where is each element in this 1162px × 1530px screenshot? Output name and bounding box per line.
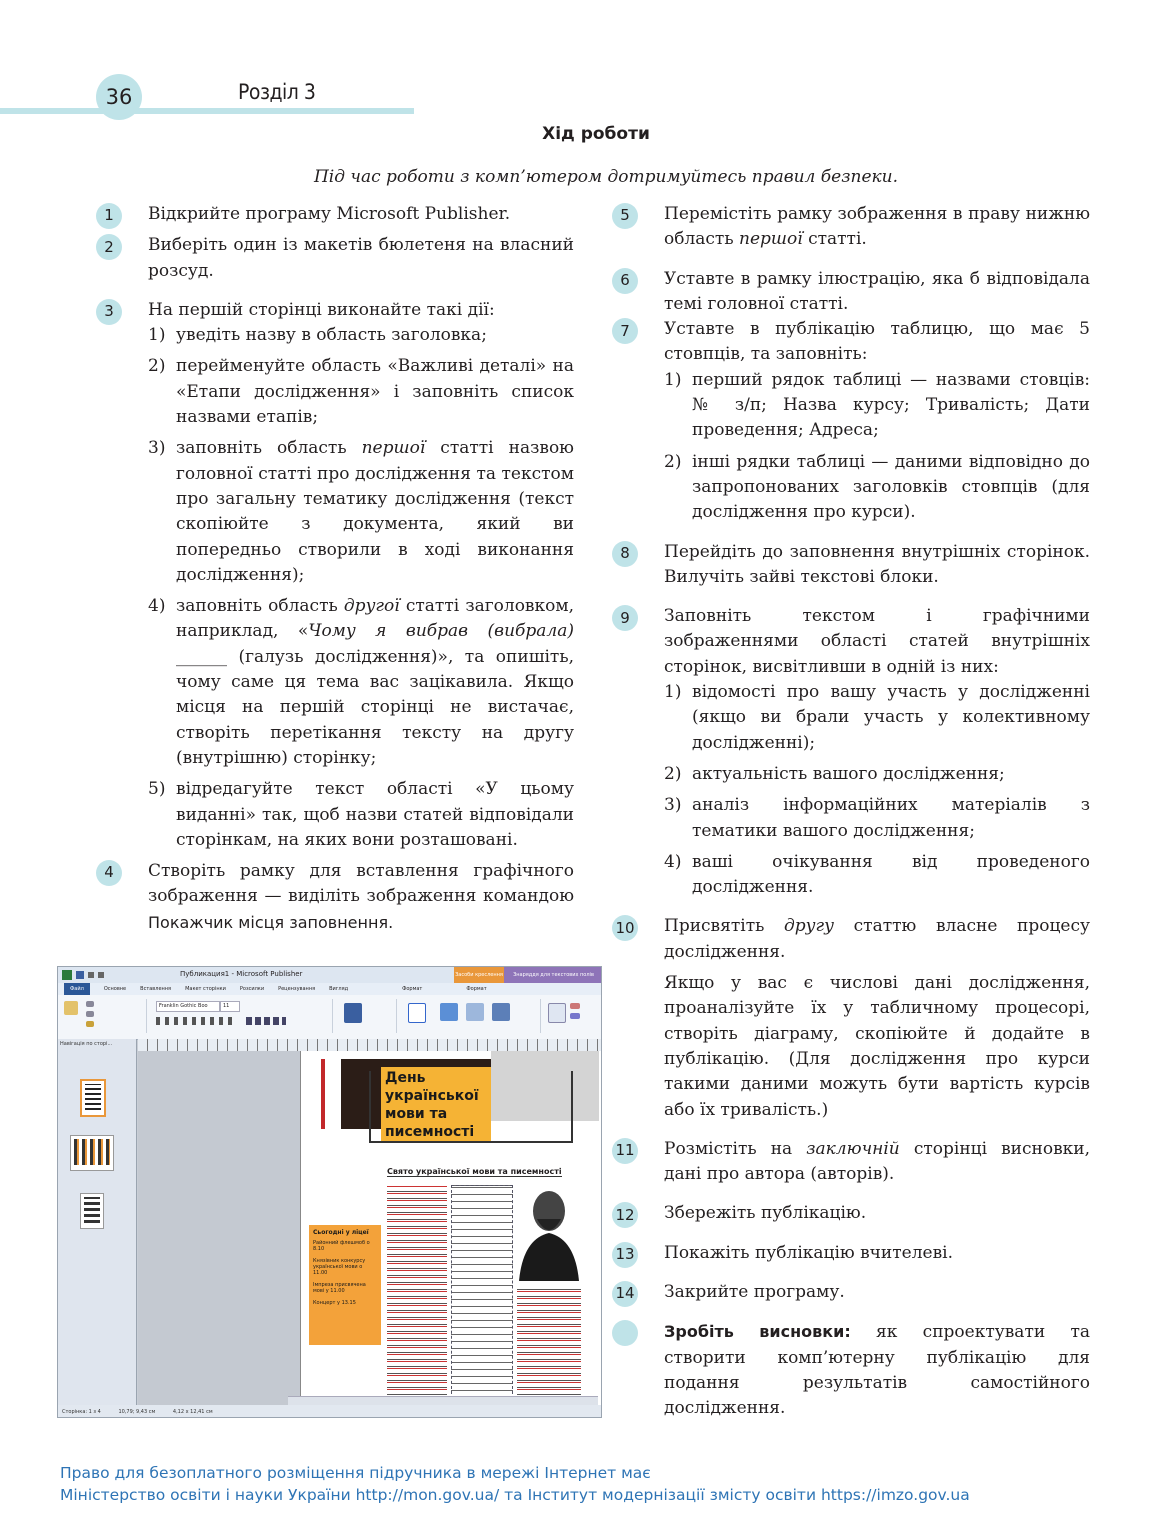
- step-7: [612, 317, 1090, 525]
- ribbon-group-arrange: [544, 999, 600, 1033]
- step-3: [96, 298, 574, 853]
- substep-number: 2): [148, 356, 166, 377]
- bring-forward-icon[interactable]: [570, 1003, 580, 1009]
- substep-emphasis: першої: [361, 438, 426, 459]
- ribbon-group-objects: [400, 999, 541, 1033]
- page-thumbnail-1[interactable]: [80, 1079, 106, 1117]
- tab-page-design[interactable]: Макет сторінки: [185, 986, 226, 992]
- step-text: Відкрийте програму Microsoft Publisher.: [148, 204, 511, 224]
- substep: [664, 680, 1090, 756]
- substep-text: ваші очікування від проведеного дослідження.: [692, 851, 1090, 898]
- styles-icon[interactable]: [344, 1003, 362, 1023]
- step-emphasis: другу: [784, 916, 834, 937]
- format-painter-icon[interactable]: [86, 1021, 94, 1027]
- work-title: Хід роботи: [542, 124, 650, 144]
- substep-number: 3): [664, 795, 682, 816]
- step-text: Перемістіть рамку зображення в праву нижню область: [664, 204, 1090, 250]
- context-tab-textbox[interactable]: Знаряддя для текстових полів: [504, 967, 602, 983]
- shapes-icon[interactable]: [492, 1003, 510, 1021]
- step-text: Заповніть текстом і графічними зображеннями області статей внутрішніх сторінок, висвітливши в одній із них:: [664, 606, 1090, 677]
- step-badge: 5: [612, 203, 638, 229]
- step-badge: 7: [612, 318, 638, 344]
- article-title: Свято української мови та писемності: [387, 1167, 562, 1176]
- draw-textbox-icon[interactable]: [408, 1003, 426, 1023]
- step-text: Присвятіть: [664, 916, 785, 937]
- substep-text: інші рядки таблиці — даними відповідно до запропонованих заголовків стовпців (для дослідження про курси).: [692, 451, 1090, 523]
- step-text: Створіть рамку для вставлення графічного зображення — виділіть зображення командою: [148, 861, 574, 907]
- step-text: Уставте в публікацію таблицю, що має 5 стовпців, та заповніть:: [664, 319, 1090, 365]
- step-emphasis: першої: [739, 229, 803, 250]
- step-badge: 12: [612, 1202, 638, 1228]
- step-paragraph: Якщо у вас є числові дані дослідження, проаналізуйте їх у табличному процесорі, створіть діаграму, скопіюйте й додайте в публікацію. (Для дослідження про курси такими даними можуть бути вартість курсів або їх тривалість.): [664, 973, 1090, 1120]
- selected-frame: [369, 1071, 573, 1143]
- text-column-1: [387, 1185, 447, 1397]
- left-column: [96, 202, 574, 936]
- picture-icon[interactable]: [440, 1003, 458, 1021]
- step-badge: 13: [612, 1242, 638, 1268]
- text-column-3: [517, 1287, 581, 1397]
- sidebar-title: Сьогодні у ліцеї: [313, 1229, 369, 1236]
- nav-title: Навігація по сторі...: [60, 1041, 113, 1047]
- step-text: Перейдіть до заповнення внутрішніх сторінок. Вилучіть зайві текстові блоки.: [664, 541, 1090, 587]
- footer-notice: [60, 1462, 1150, 1506]
- step-badge: 3: [96, 299, 122, 325]
- sidebar-box: [309, 1225, 381, 1345]
- quick-access-icons: [60, 968, 120, 982]
- section-title: Розділ 3: [238, 80, 316, 104]
- tab-view[interactable]: Вигляд: [329, 986, 349, 992]
- step-10: [612, 914, 1090, 1122]
- paste-icon[interactable]: [64, 1001, 78, 1015]
- step-badge: 9: [612, 605, 638, 631]
- step-text: Виберіть один із макетів бюлетеня на власний розсуд.: [148, 235, 574, 281]
- substep-text: перший рядок таблиці — назвами стовців: № з/п; Назва курсу; Тривалість; Дати проведення; Адреса;: [692, 369, 1090, 441]
- substep-text: статті назвою головної статті про дослідження та текстом про загальну тематику дослідження (текст скопіюйте з документа, який ви попередньо створили в ході виконання дослідження);: [176, 438, 574, 585]
- wrap-text-icon[interactable]: [548, 1003, 566, 1023]
- publication-page: [300, 1051, 601, 1405]
- tab-format-text[interactable]: Формат: [466, 986, 487, 992]
- substep: [148, 777, 574, 853]
- step-text: Збережіть публікацію.: [664, 1203, 867, 1224]
- step-13: [612, 1241, 1090, 1266]
- workspace: [138, 1051, 602, 1405]
- substep-number: 4): [664, 851, 682, 872]
- step-text: Закрийте програму.: [664, 1281, 845, 1302]
- ribbon-group-clipboard: [60, 999, 147, 1033]
- substep: [148, 354, 574, 430]
- send-backward-icon[interactable]: [570, 1013, 580, 1019]
- step-5: [612, 202, 1090, 253]
- step-text: статтю власне процесу дослідження.: [664, 916, 1091, 962]
- status-page: Сторінка: 1 з 4: [62, 1409, 101, 1415]
- substep-number: 1): [148, 325, 166, 346]
- step-8: [612, 540, 1090, 591]
- step-2: [96, 233, 574, 284]
- substep-number: 2): [664, 451, 682, 472]
- copy-icon[interactable]: [86, 1011, 94, 1017]
- status-size: 4,12 x 12,41 см: [172, 1409, 213, 1415]
- step-text: статті.: [802, 229, 867, 250]
- substep-number: 4): [148, 596, 166, 617]
- step-badge: 8: [612, 541, 638, 567]
- substep-number: 5): [148, 779, 166, 800]
- page-thumbnail-4[interactable]: [80, 1193, 104, 1229]
- substep-emphasis: другої: [343, 596, 400, 617]
- font-size-select[interactable]: 11: [220, 1001, 240, 1012]
- page-number: 36: [96, 74, 142, 120]
- tab-insert[interactable]: Вставлення: [140, 986, 172, 992]
- footer-line-2: Міністерство освіти і науки України http://mon.gov.ua/ та Інститут модернізації змісту освіти https://imzo.gov.ua: [60, 1486, 970, 1504]
- step-badge: 4: [96, 860, 122, 886]
- portrait-illustration: [511, 1181, 581, 1281]
- substep-text: заповніть область: [176, 438, 362, 459]
- substep-text: ______ (галузь дослідження)», та опишіть, чому саме ця тема вас зацікавила. Якщо місця на першій сторінці не вистачає, створіть перетікання тексту на другу (внутрішню) сторінку;: [176, 646, 574, 768]
- cut-icon[interactable]: [86, 1001, 94, 1007]
- step-emphasis: заключній: [806, 1138, 900, 1159]
- substep-text: відомості про вашу участь у дослідженні (якщо ви брали участь у колективному дослідженні);: [692, 682, 1090, 753]
- right-column: [612, 202, 1090, 1421]
- step-4: [96, 859, 574, 936]
- table-icon[interactable]: [466, 1003, 484, 1021]
- step-text: Покажіть публікацію вчителеві.: [664, 1242, 953, 1263]
- context-tab-drawing[interactable]: Засоби креслення: [454, 967, 504, 983]
- tab-home[interactable]: Основне: [103, 986, 127, 992]
- substep-text: відредагуйте текст області «У цьому виданні» так, щоб назви статей відповідали сторінкам, на яких вони розташовані.: [176, 779, 574, 850]
- page-navigation-pane: [58, 1039, 137, 1405]
- step-text: На першій сторінці виконайте такі дії:: [148, 299, 495, 320]
- banner-line-2: мови та писемності: [385, 1106, 475, 1140]
- conclusion: [612, 1319, 1090, 1421]
- tab-review[interactable]: Рецензування: [278, 986, 316, 992]
- align-buttons[interactable]: [246, 1017, 286, 1025]
- ribbon-group-font: [150, 999, 333, 1033]
- substep-text: перейменуйте область «Важливі деталі» на «Етапи дослідження» і заповніть список назвами етапів;: [176, 356, 574, 428]
- publisher-screenshot: [57, 966, 602, 1418]
- status-bar: [58, 1405, 601, 1418]
- substep: [148, 594, 574, 771]
- page-thumbnail-2-3[interactable]: [70, 1135, 114, 1171]
- step-badge: 1: [96, 203, 122, 229]
- window-title: Публикация1 - Microsoft Publisher: [180, 970, 303, 978]
- step-text: сторінці висновки, дані про автора (авторів).: [664, 1138, 1091, 1185]
- safety-note: Під час роботи з комп’ютером дотримуйтесь правил безпеки.: [313, 167, 899, 187]
- ribbon: [58, 995, 601, 1040]
- substep: [148, 436, 574, 588]
- step-9: [612, 604, 1090, 900]
- sidebar-item: Князівник конкурсу української мови о 11.00: [313, 1258, 366, 1276]
- text-column-2[interactable]: [451, 1185, 513, 1399]
- substep-number: 1): [664, 369, 682, 390]
- conclusion-badge: [612, 1320, 638, 1346]
- sidebar-item: Районний флешмоб о 8.10: [313, 1240, 370, 1252]
- conclusion-label: Зробіть висновки:: [664, 1322, 851, 1342]
- status-position: 10,79; 9,43 см: [118, 1409, 156, 1415]
- substep-number: 2): [664, 763, 682, 784]
- step-text: Уставте в рамку ілюстрацію, яка б відповідала темі головної статті.: [664, 268, 1090, 314]
- step-text: Розмістіть на: [664, 1138, 807, 1159]
- substep: [664, 762, 1090, 787]
- command-name: Покажчик місця заповнення.: [148, 912, 394, 932]
- step-badge: 11: [612, 1138, 638, 1164]
- horizontal-scrollbar[interactable]: [288, 1396, 598, 1405]
- sidebar-item: Імпреза присвячена мові у 11.00: [313, 1282, 366, 1294]
- substep: [148, 323, 574, 348]
- footer-line-1: Право для безоплатного розміщення підручника в мережі Інтернет має: [60, 1464, 651, 1482]
- step-6: [612, 267, 1090, 318]
- substep: [664, 850, 1090, 901]
- font-format-buttons[interactable]: [156, 1017, 236, 1025]
- substep-text: заповніть область: [176, 596, 344, 617]
- step-badge: 14: [612, 1281, 638, 1307]
- step-12: [612, 1201, 1090, 1226]
- substep: [664, 368, 1090, 444]
- substep: [664, 793, 1090, 844]
- substep-number: 1): [664, 682, 682, 703]
- step-badge: 6: [612, 268, 638, 294]
- step-11: [612, 1137, 1090, 1188]
- step-badge: 2: [96, 234, 122, 260]
- tab-format-drawing[interactable]: Формат: [402, 986, 423, 992]
- substep-text: уведіть назву в область заголовка;: [176, 325, 487, 346]
- substep-number: 3): [148, 438, 166, 459]
- substep: [664, 450, 1090, 526]
- sidebar-item: Концерт у 13.15: [313, 1300, 356, 1306]
- ribbon-tabs: [58, 983, 601, 995]
- ribbon-group-styles: [336, 999, 397, 1033]
- tab-file[interactable]: Файл: [64, 983, 90, 995]
- step-1: [96, 202, 574, 227]
- substep-text: статті заголовком, наприклад, «: [176, 596, 574, 642]
- step-14: [612, 1280, 1090, 1305]
- substep-emphasis: Чому я вибрав (вибрала): [308, 621, 575, 642]
- header-rule: [0, 108, 414, 114]
- step-badge: 10: [612, 915, 638, 941]
- tab-mailings[interactable]: Розсилки: [239, 986, 265, 992]
- banner-line-1: День української: [385, 1070, 479, 1104]
- font-name-select[interactable]: Franklin Gothic Boo: [156, 1001, 220, 1012]
- substep-text: аналіз інформаційних матеріалів з тематики вашого дослідження;: [692, 795, 1090, 841]
- substep-text: актуальність вашого дослідження;: [692, 763, 1005, 784]
- conclusion-text: як спроектувати та створити комп’ютерну публікацію для подання результатів самостійного дослідження.: [664, 1322, 1090, 1419]
